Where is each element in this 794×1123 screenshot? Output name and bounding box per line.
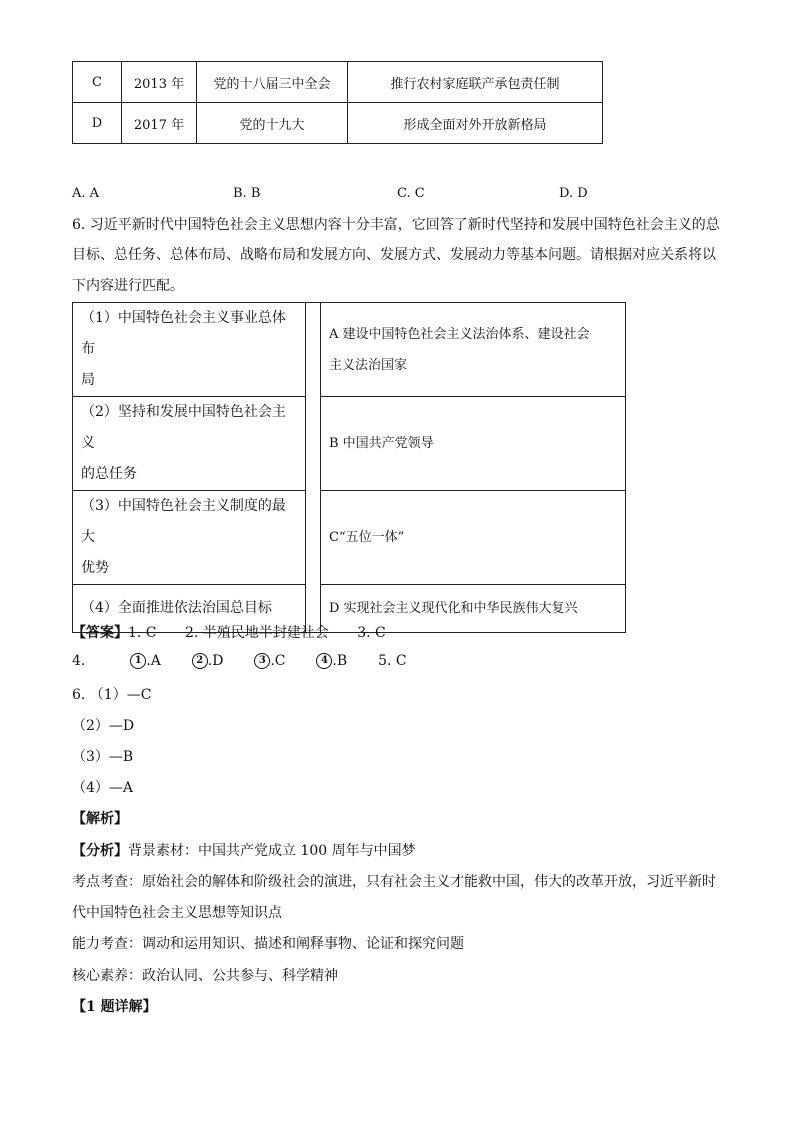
answer-6-line: （2）—D bbox=[72, 718, 135, 734]
answer-1: 1. C bbox=[128, 625, 157, 641]
left-item-text: 局 bbox=[81, 372, 95, 388]
matching-table bbox=[72, 302, 626, 633]
table-cell: 推行农村家庭联产承包责任制 bbox=[348, 62, 603, 103]
answer-4-value: D bbox=[212, 653, 224, 669]
answer-4-value: B bbox=[336, 653, 348, 669]
table-row bbox=[73, 397, 626, 491]
fenxi-label: 【分析】 bbox=[72, 843, 128, 859]
circled-number-icon: 4 bbox=[316, 653, 332, 669]
circled-number-icon: 3 bbox=[254, 653, 270, 669]
answer-5: 5. C bbox=[378, 653, 407, 669]
table-cell: 形成全面对外开放新格局 bbox=[348, 103, 603, 144]
table-cell: D bbox=[73, 103, 122, 144]
answer-4-line: 4. 1 .A 2 .D 3 .C 4 .B 5. C bbox=[72, 653, 407, 669]
table-row bbox=[73, 103, 603, 144]
left-item-text: （2）坚持和发展中国特色社会主义 bbox=[81, 404, 286, 451]
table-cell: 党的十八届三中全会 bbox=[197, 62, 348, 103]
kaodian-line: 代中国特色社会主义思想等知识点 bbox=[72, 905, 282, 921]
answer-line bbox=[72, 622, 386, 642]
left-item bbox=[73, 491, 306, 585]
right-item bbox=[321, 303, 626, 397]
right-item bbox=[321, 491, 626, 585]
analysis-fenxi bbox=[72, 840, 416, 860]
suyang-line: 核心素养：政治认同、公共参与、科学精神 bbox=[72, 968, 338, 984]
answer-4-value: C bbox=[274, 653, 286, 669]
right-item-text: C“五位一体” bbox=[329, 530, 405, 545]
answer-6-line: （4）—A bbox=[72, 780, 134, 796]
right-item bbox=[321, 397, 626, 491]
option-d: D. D bbox=[559, 186, 588, 201]
answer-4-value: A bbox=[150, 653, 161, 669]
option-a: A. A bbox=[72, 186, 100, 201]
table-row bbox=[73, 303, 626, 397]
option-b: B. B bbox=[233, 186, 261, 201]
option-c: C. C bbox=[397, 186, 425, 201]
question-6-line2: 目标、总任务、总体布局、战略布局和发展方向、发展方式、发展动力等基本问题。请根据对应关系将以 bbox=[72, 247, 716, 263]
table-cell: 2017 年 bbox=[122, 103, 197, 144]
table-row bbox=[73, 62, 603, 103]
table-cell: 党的十九大 bbox=[197, 103, 348, 144]
right-item-text: B 中国共产党领导 bbox=[329, 436, 434, 451]
separator-column bbox=[306, 303, 321, 633]
answer-4-number: 4. bbox=[72, 653, 86, 669]
analysis-heading: 【解析】 bbox=[72, 811, 128, 827]
right-item-text: A 建设中国特色社会主义法治体系、建设社会 bbox=[329, 326, 590, 342]
kaodian-line: 考点考查：原始社会的解体和阶级社会的演进，只有社会主义才能救中国，伟大的改革开放，习近平新时 bbox=[72, 874, 716, 890]
right-item-text: 主义法治国家 bbox=[329, 357, 408, 373]
table-cell: C bbox=[73, 62, 122, 103]
question-6-line1: 6. 习近平新时代中国特色社会主义思想内容十分丰富，它回答了新时代坚持和发展中国特色社会主义的总 bbox=[72, 217, 720, 233]
left-item bbox=[73, 397, 306, 491]
answer-2: 2. 半殖民地半封建社会 bbox=[184, 625, 329, 641]
fenxi-text: 背景素材：中国共产党成立 100 周年与中国梦 bbox=[128, 843, 416, 859]
right-item-text: D 实现社会主义现代化和中华民族伟大复兴 bbox=[329, 601, 578, 616]
circled-number-icon: 1 bbox=[130, 653, 146, 669]
circled-number-icon: 2 bbox=[192, 653, 208, 669]
left-item-text: （3）中国特色社会主义制度的最大 bbox=[81, 498, 286, 545]
answer-6-line: 6. （1）—C bbox=[72, 687, 152, 703]
question-6-line3: 下内容进行匹配。 bbox=[72, 278, 184, 294]
answer-6-line: （3）—B bbox=[72, 749, 134, 765]
answer-3: 3. C bbox=[357, 625, 386, 641]
left-item-text: （1）中国特色社会主义事业总体布 bbox=[81, 310, 286, 357]
table-cell: 2013 年 bbox=[122, 62, 197, 103]
left-item bbox=[73, 303, 306, 397]
nengli-line: 能力考查：调动和运用知识、描述和阐释事物、论证和探究问题 bbox=[72, 936, 464, 952]
left-item-text: 的总任务 bbox=[81, 466, 137, 482]
table-row bbox=[73, 491, 626, 585]
left-item-text: （4）全面推进依法治国总目标 bbox=[81, 600, 272, 616]
left-item-text: 优势 bbox=[81, 560, 109, 576]
event-table bbox=[72, 61, 603, 144]
answer-label: 【答案】 bbox=[72, 625, 128, 641]
detail-heading: 【1 题详解】 bbox=[72, 999, 157, 1015]
